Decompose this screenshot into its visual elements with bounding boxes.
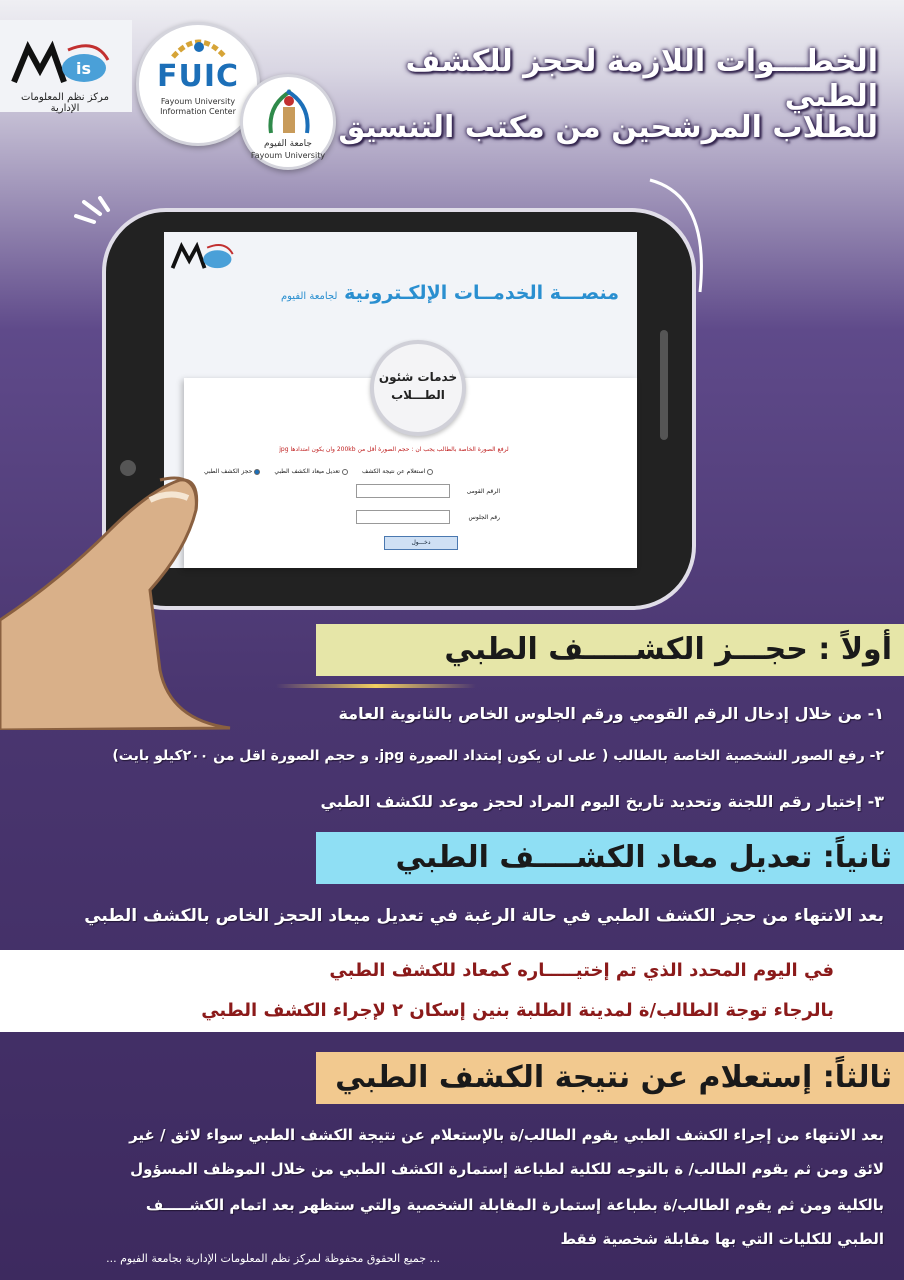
page-title-line1: الخطـــوات اللازمة لحجز للكشف الطبي [405, 44, 878, 114]
fuic-crown-icon [169, 31, 229, 61]
radio-label: حجز الكشف الطبي [204, 468, 253, 475]
national-id-label: الرقم القومى [466, 488, 500, 495]
fayoum-label-ar: جامعة الفيوم [264, 139, 312, 149]
page-title-line2: للطلاب المرشحين من مكتب التنسيق [338, 110, 878, 145]
section1-item-1: ١- من خلال إدخال الرقم القومي ورقم الجلوس الخاص بالثانوية العامة [338, 704, 884, 723]
platform-subtitle: لجامعة الفيوم [280, 291, 338, 302]
fuic-logo-text: FUIC [156, 59, 240, 94]
section3-line-2: لائق ومن ثم يقوم الطالب/ ة بالتوجه للكلية لطباعة إستمارة الكشف الطبي من خلال الموظف المسؤول [130, 1160, 884, 1178]
service-title-2: الطـــلاب [391, 388, 445, 402]
section2-heading: ثانياً: تعديل معاد الكشــــف الطبي [316, 832, 904, 884]
section1-item-3: ٣- إختيار رقم اللجنة وتحديد تاريخ اليوم المراد لحجز موعد للكشف الطبي [320, 792, 884, 811]
section2-text: بعد الانتهاء من حجز الكشف الطبي في حالة الرغبة في تعديل ميعاد الحجز الخاص بالكشف الطبي [84, 906, 884, 926]
mis-caption: مركز نظم المعلومات الإدارية [21, 92, 109, 114]
section3-line-1: بعد الانتهاء من إجراء الكشف الطبي يقوم الطالب/ة بالإستعلام عن نتيجة الكشف الطبي سواء لائق / غير [129, 1126, 884, 1144]
seat-number-input[interactable] [356, 510, 450, 524]
copyright-footer: ... جميع الحقوق محفوظة لمركز نظم المعلومات الإدارية بجامعة الفيوم ... [106, 1252, 440, 1265]
platform-title-text: منصـــة الخدمــات الإلكـترونية [344, 282, 619, 304]
service-title-1: خدمات شئون [378, 370, 458, 384]
section1-heading: أولاً : حجـــز الكشـــــف الطبي [316, 624, 904, 676]
mis-logo-box [0, 20, 132, 112]
student-services-badge [370, 340, 466, 436]
exam-day-notice-line2: بالرجاء توجة الطالب/ة لمدينة الطلبة بنين إسكان ٢ لإجراء الكشف الطبي [201, 1000, 834, 1021]
screen-mis-logo-icon [170, 240, 234, 272]
radio-label: تعديل ميعاد الكشف الطبي [274, 468, 340, 475]
platform-title [184, 282, 619, 304]
svg-text:is: is [76, 59, 92, 78]
fuic-subtitle: Fayoum University Information Center [160, 97, 236, 116]
hand-illustration [0, 470, 330, 730]
radio-dot[interactable] [427, 469, 433, 475]
mis-logo-icon [10, 40, 110, 86]
fayoum-emblem-icon [261, 85, 317, 139]
exam-day-notice-line1: في اليوم المحدد الذي تم إختيـــــاره كمعاد للكشف الطبي [329, 960, 834, 981]
heading-underline [276, 684, 476, 688]
sparkle-lines-icon [70, 196, 120, 236]
national-id-input[interactable] [356, 484, 450, 498]
section3-line-3: بالكلية ومن ثم يقوم الطالب/ة بطباعة إستمارة المقابلة الشخصية والتي ستظهر بعد اتمام الكشـــــف [145, 1196, 884, 1214]
enter-button[interactable]: دخـــول [384, 536, 458, 550]
section3-line-4: الطبي للكليات التي بها مقابلة شخصية فقط [560, 1230, 884, 1248]
radio-dot[interactable] [342, 469, 348, 475]
section3-heading: ثالثاً: إستعلام عن نتيجة الكشف الطبي [316, 1052, 904, 1104]
tablet-side-bar [660, 330, 668, 440]
seat-number-label: رقم الجلوس [468, 514, 500, 521]
section1-item-2: ٢- رفع الصور الشخصية الخاصة بالطالب ( على ان يكون إمتداد الصورة jpg. و حجم الصورة اقل من ٢٠٠كيلو بايت) [112, 748, 884, 764]
upload-notice: لرفع الصورة الخاصة بالطالب يجب ان : حجم الصورة أقل من 200kb وان يكون امتدادها jpg [279, 446, 509, 453]
radio-query-result[interactable] [362, 468, 433, 475]
radio-label: استعلام عن نتيجة الكشف [361, 468, 426, 475]
fayoum-label-en: Fayoum University [250, 151, 326, 160]
